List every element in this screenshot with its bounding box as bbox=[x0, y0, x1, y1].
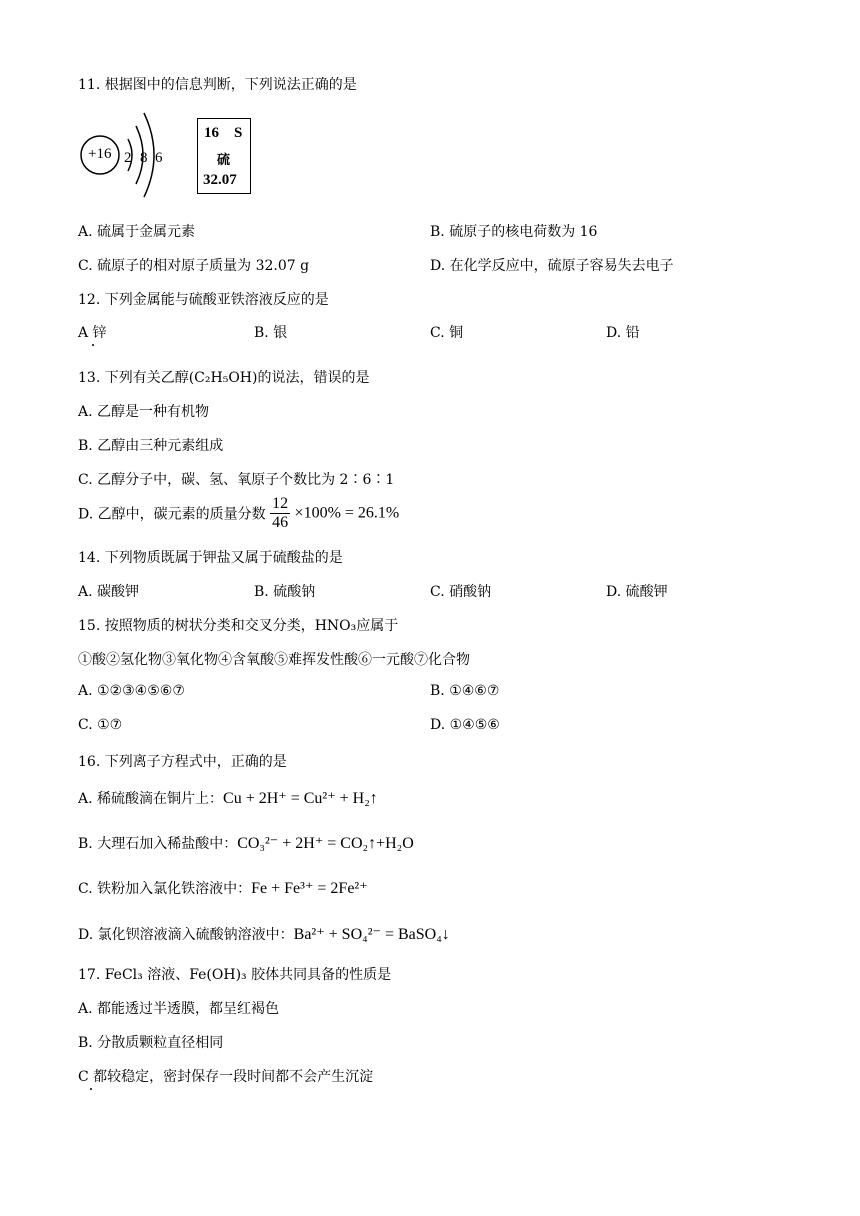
fraction-numerator: 12 bbox=[272, 495, 289, 512]
q17-dot-mark bbox=[90, 1088, 92, 1090]
q15-option-d: D. ①④⑤⑥ bbox=[430, 717, 500, 733]
q16-option-b-equation: CO₃²⁻ + 2H⁺ = CO₂↑+H₂O bbox=[237, 835, 414, 852]
q11-option-d: D. 在化学反应中，硫原子容易失去电子 bbox=[430, 258, 674, 274]
q14-stem: 14. 下列物质既属于钾盐又属于硫酸盐的是 bbox=[78, 550, 343, 566]
q11-option-c: C. 硫原子的相对原子质量为 32.07 g bbox=[78, 258, 310, 274]
q13-option-c: C. 乙醇分子中，碳、氢、氧原子个数比为 2∶6∶1 bbox=[78, 472, 395, 488]
q11-option-b: B. 硫原子的核电荷数为 16 bbox=[430, 224, 598, 240]
q13-option-d bbox=[78, 495, 399, 532]
q12-option-a: A 锌 bbox=[78, 325, 107, 341]
q14-option-d: D. 硫酸钾 bbox=[606, 584, 668, 600]
q12-option-b: B. 银 bbox=[254, 325, 288, 341]
atomic-mass: 32.07 bbox=[203, 172, 237, 188]
q14-option-a: A. 碳酸钾 bbox=[78, 584, 140, 600]
q17-stem: 17. FeCl₃ 溶液、Fe(OH)₃ 胶体共同具备的性质是 bbox=[78, 967, 392, 983]
q13-option-b: B. 乙醇由三种元素组成 bbox=[78, 438, 224, 454]
sulfur-element-card bbox=[197, 118, 251, 194]
q11-stem: 11. 根据图中的信息判断，下列说法正确的是 bbox=[78, 77, 357, 93]
q12-option-d: D. 铅 bbox=[606, 325, 640, 341]
q12-option-c: C. 铜 bbox=[430, 325, 464, 341]
q16-option-a-label: A. 稀硫酸滴在铜片上： bbox=[78, 791, 224, 807]
q16-option-d bbox=[78, 924, 450, 944]
q15-stem: 15. 按照物质的树状分类和交叉分类，HNO₃应属于 bbox=[78, 618, 399, 634]
q13-option-d-formula: ×100% = 26.1% bbox=[294, 504, 400, 522]
q13-option-d-label: D. 乙醇中，碳元素的质量分数 bbox=[78, 506, 266, 523]
q16-option-b-label: B. 大理石加入稀盐酸中： bbox=[78, 836, 238, 852]
q16-stem: 16. 下列离子方程式中，正确的是 bbox=[78, 754, 287, 770]
q16-option-c-label: C. 铁粉加入氯化铁溶液中： bbox=[78, 881, 252, 897]
q12-stem: 12. 下列金属能与硫酸亚铁溶液反应的是 bbox=[78, 292, 329, 308]
q12-dot-mark bbox=[92, 344, 94, 346]
q17-option-a: A. 都能透过半透膜，都呈红褐色 bbox=[78, 1001, 280, 1017]
nucleus-charge: +16 bbox=[88, 146, 112, 162]
q14-option-c: C. 硝酸钠 bbox=[430, 584, 492, 600]
element-symbol: S bbox=[234, 125, 243, 141]
atomic-number: 16 bbox=[204, 125, 219, 141]
shell-electrons-3: 6 bbox=[155, 150, 163, 166]
q15-option-c: C. ①⑦ bbox=[78, 717, 123, 733]
q16-option-a-equation: Cu + 2H⁺ = Cu²⁺ + H₂↑ bbox=[223, 790, 378, 807]
q13-stem: 13. 下列有关乙醇(C₂H₅OH)的说法，错误的是 bbox=[78, 370, 370, 386]
q13-option-d-fraction bbox=[270, 495, 290, 532]
q15-classification-list: ①酸②氢化物③氧化物④含氧酸⑤难挥发性酸⑥一元酸⑦化合物 bbox=[78, 652, 470, 668]
q17-option-c: C 都较稳定，密封保存一段时间都不会产生沉淀 bbox=[78, 1069, 374, 1085]
q16-option-d-equation: Ba²⁺ + SO₄²⁻ = BaSO₄↓ bbox=[293, 926, 450, 943]
q11-option-a: A. 硫属于金属元素 bbox=[78, 224, 196, 240]
q15-option-b: B. ①④⑥⑦ bbox=[430, 683, 500, 699]
q15-option-a: A. ①②③④⑤⑥⑦ bbox=[78, 683, 185, 699]
q16-option-b bbox=[78, 833, 414, 853]
element-name: 硫 bbox=[217, 152, 231, 167]
shell-electrons-2: 8 bbox=[140, 150, 148, 166]
q16-option-c-equation: Fe + Fe³⁺ = 2Fe²⁺ bbox=[251, 880, 368, 897]
q16-option-d-label: D. 氯化钡溶液滴入硫酸钠溶液中： bbox=[78, 927, 294, 943]
q14-option-b: B. 硫酸钠 bbox=[254, 584, 316, 600]
q17-option-b: B. 分散质颗粒直径相同 bbox=[78, 1035, 224, 1051]
shell-electrons-1: 2 bbox=[124, 150, 132, 166]
q13-option-a: A. 乙醇是一种有机物 bbox=[78, 404, 210, 420]
q16-option-a bbox=[78, 788, 378, 808]
fraction-denominator: 46 bbox=[272, 514, 289, 531]
q16-option-c bbox=[78, 878, 368, 898]
